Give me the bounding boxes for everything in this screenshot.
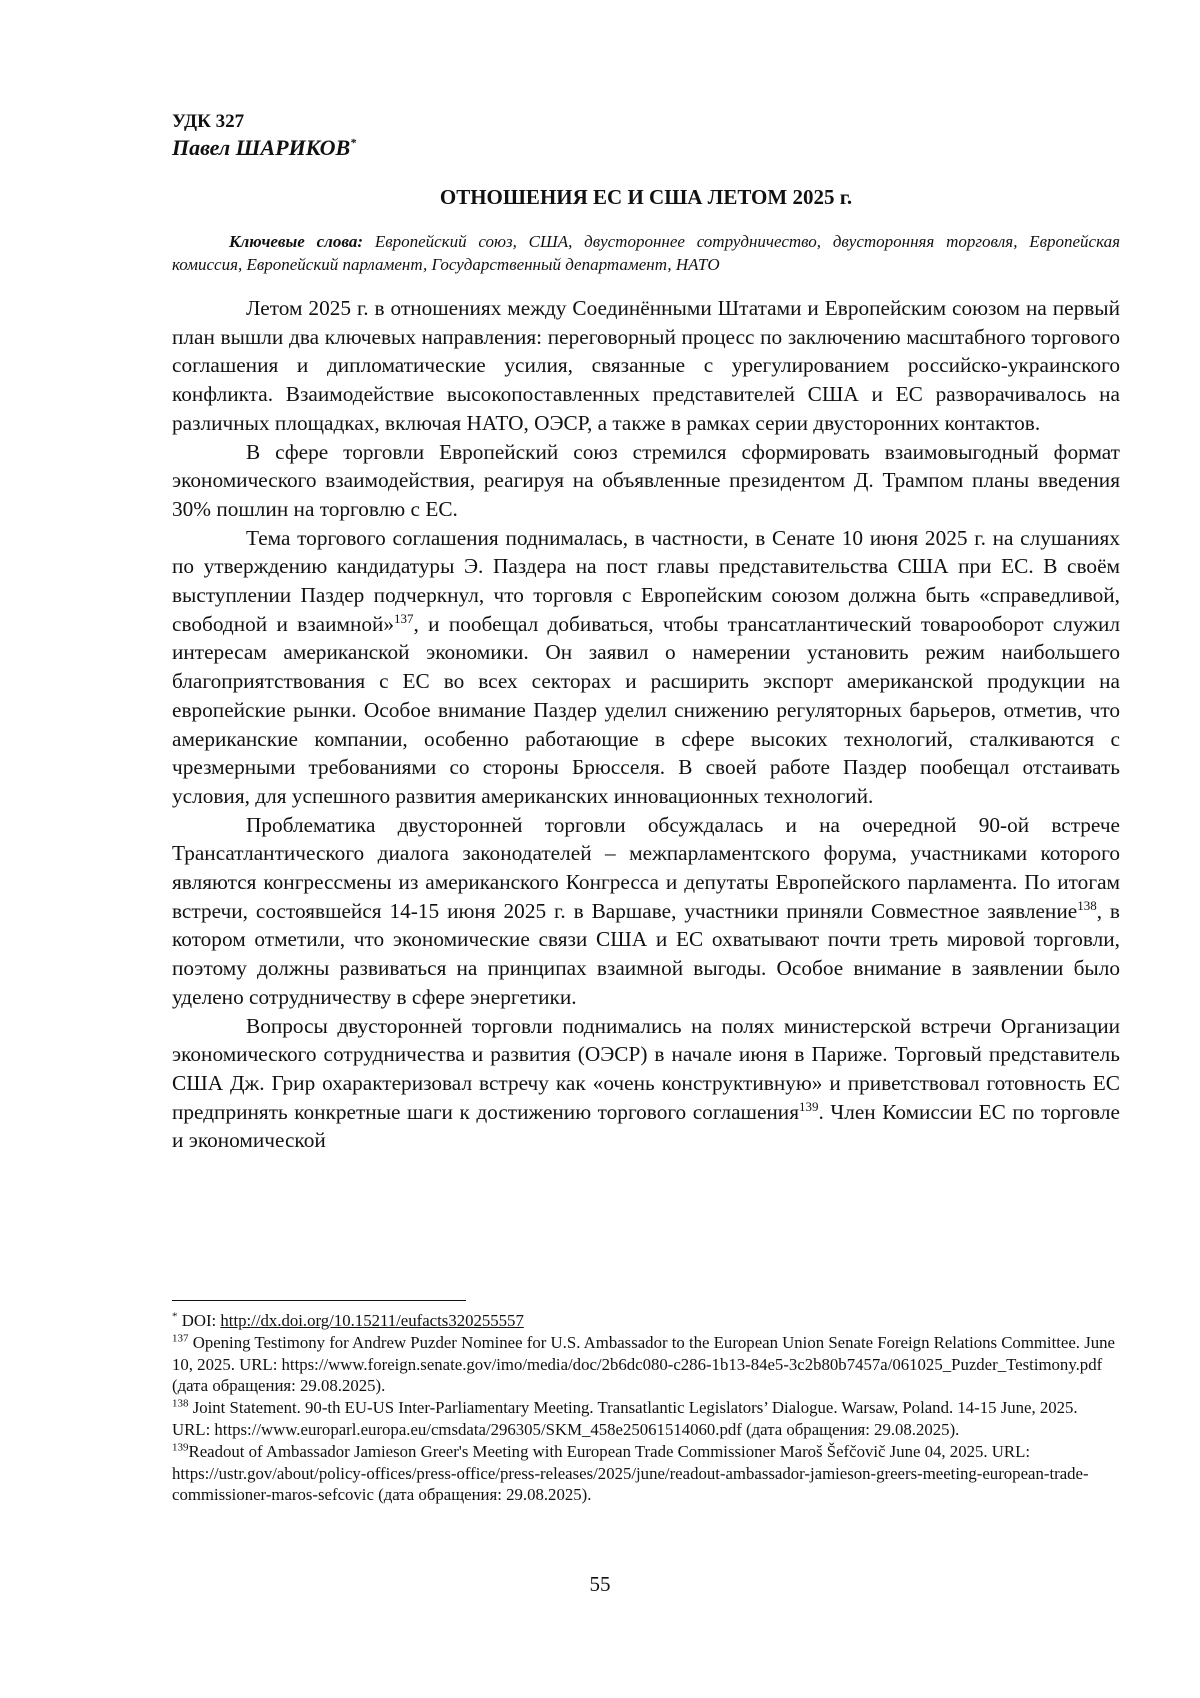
- author-footnote-mark: *: [350, 135, 357, 150]
- paragraph-2: В сфере торговли Европейский союз стремился сформировать взаимовыгодный формат экономического взаимодействия, реагируя на объявленные президентом Д. Трампом планы введения 30% пошлин на торговлю с ЕС.: [172, 439, 1120, 521]
- doi-link[interactable]: http://dx.doi.org/10.15211/eufacts320255557: [220, 1311, 524, 1330]
- footnote-doi: [172, 1310, 1120, 1332]
- footnote-text: Joint Statement. 90-th EU-US Inter-Parliamentary Meeting. Transatlantic Legislators’ Dialogue. Warsaw, Poland. 14-15 June, 2025. URL: https://www.europarl.europa.eu/cmsdata/296305/SKM_458e25061514060.pdf (дата обращения: 29.08.2025).: [172, 1398, 1078, 1439]
- footnote-mark: 138: [172, 1397, 189, 1410]
- paragraph-3-part-2: , и пообещал добиваться, чтобы трансатлантический товарооборот служил интересам американской экономики. Он заявил о намерении установить режим наибольшего благоприятствования с ЕС во всех секторах и расширить экспорт американской продукции на европейские рынки. Особое внимание Паздер уделил снижению регуляторных барьеров, отметив, что американские компании, особенно работающие в сфере высоких технологий, сталкиваются с чрезмерными требованиями со стороны Брюсселя. В своей работе Паздер пообещал отстаивать условия, для успешного развития американских инновационных технологий.: [172, 611, 1121, 808]
- paragraph-5: [172, 1012, 1120, 1156]
- paragraph-5-part-2: . Член Комиссии ЕС по торговле и экономической: [172, 1099, 1121, 1153]
- paragraph-1: Летом 2025 г. в отношениях между Соединёнными Штатами и Европейским союзом на первый план вышли два ключевых направления: переговорный процесс по заключению масштабного торгового соглашения и дипломатические усилия, связанные с урегулированием российско-украинского конфликта. Взаимодействие высокопоставленных представителей США и ЕС разворачивалось на различных площадках, включая НАТО, ОЭСР, а также в рамках серии двусторонних контактов.: [172, 296, 1120, 435]
- footnote-137: [172, 1332, 1120, 1397]
- footnote-text: Readout of Ambassador Jamieson Greer's Meeting with European Trade Commissioner Maroš Šefčovič June 04, 2025. URL: https://ustr.gov/about/policy-offices/press-office/press-releases/2025/june/readout-ambassador-jamieson-greers-meeting-european-trade-commissioner-maros-sefcovic (дата обращения: 29.08.2025).: [172, 1441, 1089, 1505]
- paragraph-4-part-1: Проблематика двусторонней торговли обсуждалась и на очередной 90-ой встрече Трансатлантического диалога законодателей – межпарламентского форума, участниками которого являются конгрессмены из американского Конгресса и депутаты Европейского парламента. По итогам встречи, состоявшейся 14-15 июня 2025 г. в Варшаве, участники приняли Совместное заявление: [172, 812, 1120, 923]
- paragraph-3-part-1: Тема торгового соглашения поднималась, в частности, в Сенате 10 июня 2025 г. на слушаниях по утверждению кандидатуры Э. Паздера на пост главы представительства США при ЕС. В своём выступлении Паздер подчеркнул, что торговля с Европейским союзом должна быть «справедливой, свободной и взаимной»: [172, 525, 1120, 636]
- footnote-mark: *: [172, 1310, 178, 1323]
- author-name: [172, 134, 1120, 162]
- article-body: [172, 294, 1120, 1155]
- footnote-mark: 139: [172, 1441, 189, 1454]
- footnote-mark: 137: [172, 1332, 189, 1345]
- page-number: 55: [589, 1572, 611, 1596]
- footnote-ref-138[interactable]: 138: [1077, 897, 1097, 913]
- paragraph-4: [172, 811, 1120, 1012]
- footnote-text: Opening Testimony for Andrew Puzder Nominee for U.S. Ambassador to the European Union Senate Foreign Relations Committee. June 10, 2025. URL: https://www.foreign.senate.gov/imo/media/doc/2b6dc080-c286-1b13-84e5-3c2b80b7457a/061025_Puzder_Testimony.pdf (дата обращения: 29.08.2025).: [172, 1332, 1115, 1396]
- article-page: [172, 110, 1120, 1155]
- paragraph-3: [172, 524, 1120, 811]
- keywords-text: Европейский союз, США, двустороннее сотрудничество, двусторонняя торговля, Европейская комиссия, Европейский парламент, Государственный департамент, НАТО: [172, 232, 1121, 274]
- footnotes: [172, 1300, 1120, 1506]
- footnote-138: [172, 1397, 1120, 1441]
- paragraph-4-part-2: , в котором отметили, что экономические связи США и ЕС охватывают почти треть мировой торговли, поэтому должны развиваться на принципах взаимной выгоды. Особое внимание в заявлении было уделено сотрудничеству в сфере энергетики.: [172, 898, 1120, 1009]
- article-title: ОТНОШЕНИЯ ЕС И США ЛЕТОМ 2025 г.: [439, 185, 853, 209]
- udk-code: УДК 327: [172, 111, 245, 132]
- footnote-doi-prefix: DOI:: [181, 1311, 221, 1330]
- keywords-label: Ключевые слова:: [229, 232, 364, 251]
- footnote-separator: [172, 1300, 466, 1301]
- author-name-text: Павел ШАРИКОВ: [172, 135, 351, 160]
- footnote-ref-139[interactable]: 139: [799, 1098, 819, 1114]
- paragraph-5-part-1: Вопросы двусторонней торговли поднимались на полях министерской встречи Организации экономического сотрудничества и развития (ОЭСР) в начале июня в Париже. Торговый представитель США Дж. Грир охарактеризовал встречу как «очень конструктивную» и приветствовал готовность ЕС предпринять конкретные шаги к достижению торгового соглашения: [172, 1013, 1120, 1124]
- keywords: [172, 230, 1120, 276]
- footnote-139: [172, 1441, 1120, 1506]
- footnote-ref-137[interactable]: 137: [394, 610, 414, 626]
